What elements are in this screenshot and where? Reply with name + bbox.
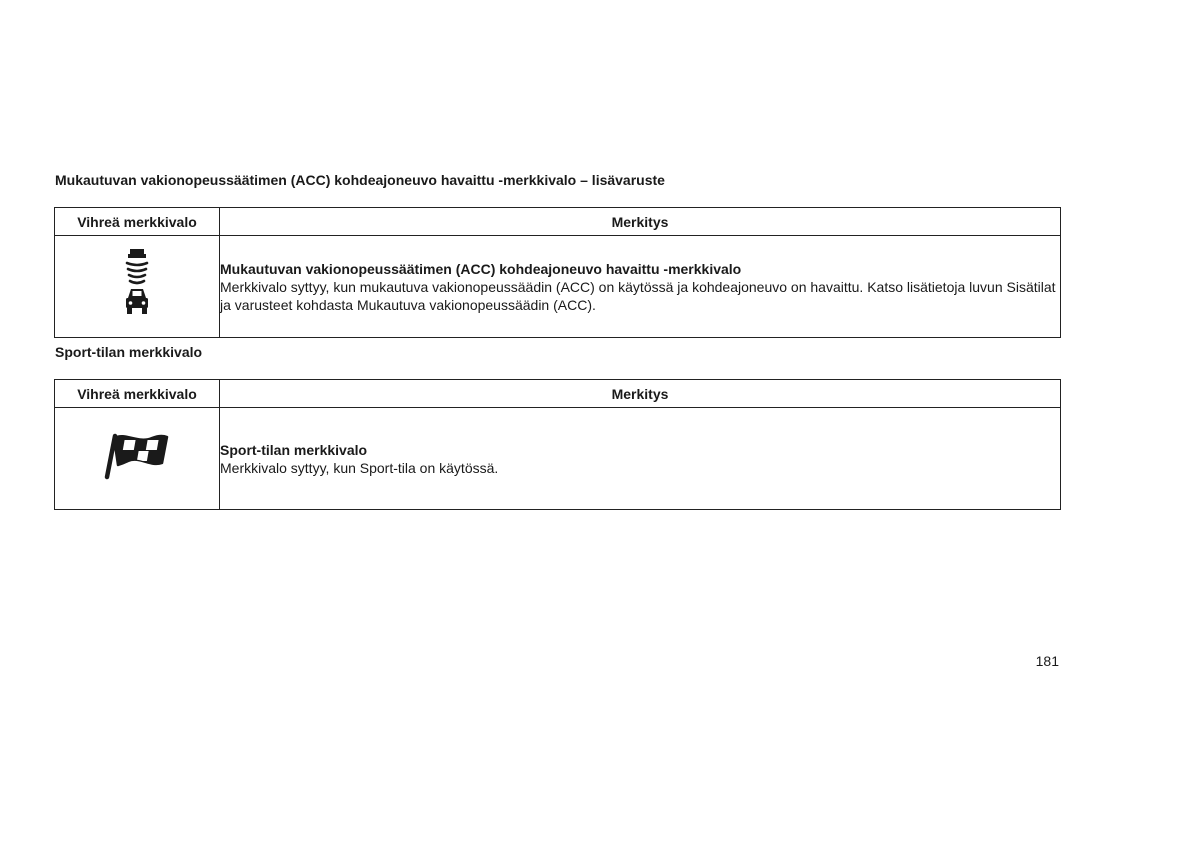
table-row [55, 408, 1061, 510]
indicator-meaning-cell [220, 236, 1061, 338]
table-header-row [55, 208, 1061, 236]
section-heading-sport: Sport-tilan merkkivalo [55, 344, 203, 360]
indicator-title: Mukautuvan vakionopeussäätimen (ACC) kohdeajoneuvo havaittu -merkkivalo [220, 260, 742, 277]
table-header-row [55, 380, 1061, 408]
sport-indicator-table [54, 379, 1061, 510]
acc-indicator-table [54, 207, 1061, 338]
indicator-description: Merkkivalo syttyy, kun Sport-tila on käytössä. [220, 459, 499, 476]
sport-flag-icon [104, 432, 170, 485]
indicator-title: Sport-tilan merkkivalo [220, 441, 368, 458]
indicator-description: Merkkivalo syttyy, kun mukautuva vakionopeussäädin (ACC) on käytössä ja kohdeajoneuvo on havaittu. Katso lisätietoja luvun Sisätilat ja varusteet kohdasta Mukautuva vakionopeussäädin (ACC). [220, 278, 1056, 313]
page-number: 181 [1035, 653, 1059, 669]
indicator-icon-cell [55, 408, 220, 510]
table-row [55, 236, 1061, 338]
column-header-meaning: Merkitys [220, 208, 1061, 236]
section-heading-acc: Mukautuvan vakionopeussäätimen (ACC) kohdeajoneuvo havaittu -merkkivalo – lisävaruste [55, 172, 665, 188]
acc-target-vehicle-icon [122, 248, 152, 325]
column-header-meaning: Merkitys [220, 380, 1061, 408]
column-header-indicator: Vihreä merkkivalo [55, 208, 220, 236]
indicator-meaning-cell [220, 408, 1061, 510]
column-header-indicator: Vihreä merkkivalo [55, 380, 220, 408]
indicator-icon-cell [55, 236, 220, 338]
